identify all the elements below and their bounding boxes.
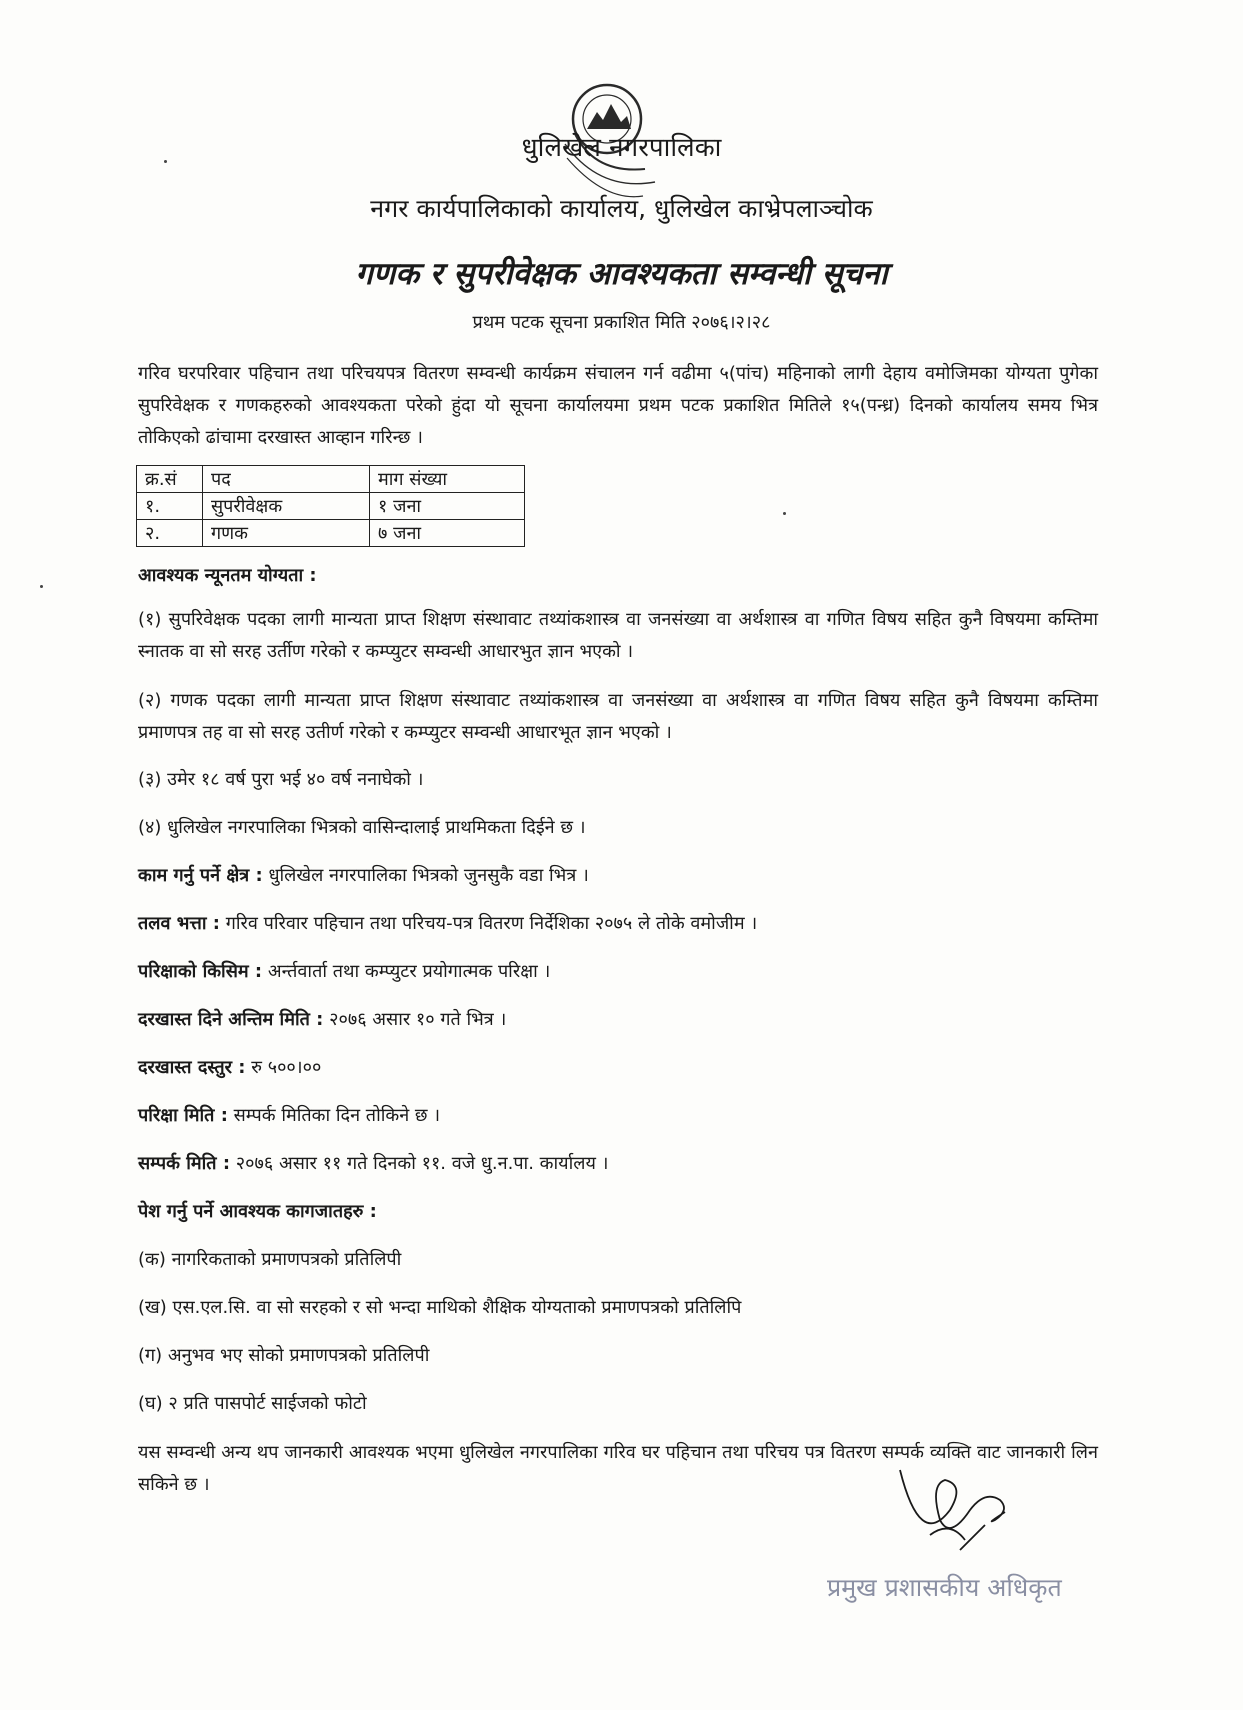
document-item: (घ) २ प्रति पासपोर्ट साईजको फोटो [138,1393,367,1414]
table-header-cell: माग संख्या [370,466,525,493]
detail-row [138,1103,440,1127]
scan-speck [783,512,786,515]
document-item: (ग) अनुभव भए सोको प्रमाणपत्रको प्रतिलिपी [138,1345,430,1366]
detail-label: काम गर्नु पर्ने क्षेत्र : [138,865,263,886]
detail-label: परिक्षाको किसिम : [138,961,263,982]
qualification-item: (१) सुपरिवेक्षक पदका लागी मान्यता प्राप्त शिक्षण संस्थावाट तथ्यांकशास्त्र वा जनसंख्या वा अर्थशास्त्र वा गणित विषय सहित कुनै विषयमा कम्तिमा स्नातक वा सो सरह उर्तीण गरेको र कम्प्युटर सम्वन्धी आधारभुत ज्ञान भएको । [138,609,1098,662]
scan-speck [164,160,167,163]
table-row [137,520,525,547]
office-name: धुलिखेल नगरपालिका [521,133,722,163]
detail-value: धुलिखेल नगरपालिका भित्रको जुनसुकै वडा भित्र । [268,865,589,886]
scan-speck [40,585,43,588]
signature [890,1440,1050,1560]
documents-heading: पेश गर्नु पर्ने आवश्यक कागजातहरु : [138,1201,377,1222]
detail-value: २०७६ असार ११ गते दिनको ११. वजे धु.न.पा. कार्यालय । [235,1153,609,1174]
detail-value: सम्पर्क मितिका दिन तोकिने छ । [233,1105,441,1126]
table-cell: ७ जना [370,520,525,547]
detail-label: तलव भत्ता : [138,913,220,934]
qualification-item: (४) धुलिखेल नगरपालिका भित्रको वासिन्दालाई प्राथमिकता दिईने छ । [138,817,586,838]
table-cell: १ जना [370,493,525,520]
table-cell: १. [137,493,203,520]
detail-row [138,911,757,935]
table-row [137,493,525,520]
notice-title: गणक र सुपरीवेक्षक आवश्यकता सम्वन्धी सूचना [355,256,888,292]
requirements-table [136,465,525,547]
detail-value: अर्न्तवार्ता तथा कम्प्युटर प्रयोगात्मक परिक्षा । [267,961,551,982]
table-header-row [137,466,525,493]
detail-label: दरखास्त दस्तुर : [138,1057,246,1078]
table-cell: २. [137,520,203,547]
table-header-cell: क्र.सं [137,466,203,493]
publish-date: प्रथम पटक सूचना प्रकाशित मिति २०७६।२।२८ [472,312,771,333]
detail-row [138,959,550,983]
detail-row [138,863,589,887]
closing-paragraph: यस सम्वन्धी अन्य थप जानकारी आवश्यक भएमा धुलिखेल नगरपालिका गरिव घर पहिचान तथा परिचय पत्र वितरण सम्पर्क व्यक्ति वाट जानकारी लिन सकिने छ । [138,1442,1098,1495]
table-header-cell: पद [203,466,370,493]
detail-label: परिक्षा मिति : [138,1105,228,1126]
signatory-title: प्रमुख प्रशासकीय अधिकृत [827,1573,1062,1602]
detail-row [138,1151,608,1175]
detail-row [138,1007,506,1031]
table-cell: गणक [203,520,370,547]
table-cell: सुपरीवेक्षक [203,493,370,520]
detail-value: २०७६ असार १० गते भित्र । [329,1009,507,1030]
qualifications-heading: आवश्यक न्यूनतम योग्यता : [138,565,317,586]
detail-label: सम्पर्क मिति : [138,1153,231,1174]
qualification-item: (२) गणक पदका लागी मान्यता प्राप्त शिक्षण संस्थावाट तथ्यांकशास्त्र वा जनसंख्या वा अर्थशास्त्र वा गणित विषय सहित कुनै विषयमा कम्तिमा प्रमाणपत्र तह वा सो सरह उतीर्ण गरेको र कम्प्युटर सम्वन्धी आधारभूत ज्ञान भएको । [138,690,1098,743]
detail-row [138,1055,321,1079]
office-full-name: नगर कार्यपालिकाको कार्यालय, धुलिखेल काभ्रेपलाञ्चोक [370,194,873,223]
qualification-item: (३) उमेर १८ वर्ष पुरा भई ४० वर्ष ननाघेको । [138,769,424,790]
detail-value: रु ५००।०० [251,1057,322,1078]
intro-paragraph: गरिव घरपरिवार पहिचान तथा परिचयपत्र वितरण सम्वन्धी कार्यक्रम संचालन गर्न वढीमा ५(पांच) महिनाको लागी देहाय वमोजिमका योग्यता पुगेका सुपरिवेक्षक र गणकहरुको आवश्यकता परेको हुंदा यो सूचना कार्यालयमा प्रथम पटक प्रकाशित मितिले १५(पन्ध्र) दिनको कार्यालय समय भित्र तोकिएको ढांचामा दरखास्त आव्हान गरिन्छ । [138,363,1098,448]
detail-label: दरखास्त दिने अन्तिम मिति : [138,1009,324,1030]
document-item: (क) नागरिकताको प्रमाणपत्रको प्रतिलिपी [138,1249,402,1270]
detail-value: गरिव परिवार पहिचान तथा परिचय-पत्र वितरण निर्देशिका २०७५ ले तोके वमोजीम । [225,913,758,934]
document-item: (ख) एस.एल.सि. वा सो सरहको र सो भन्दा माथिको शैक्षिक योग्यताको प्रमाणपत्रको प्रतिलिपि [138,1297,742,1318]
